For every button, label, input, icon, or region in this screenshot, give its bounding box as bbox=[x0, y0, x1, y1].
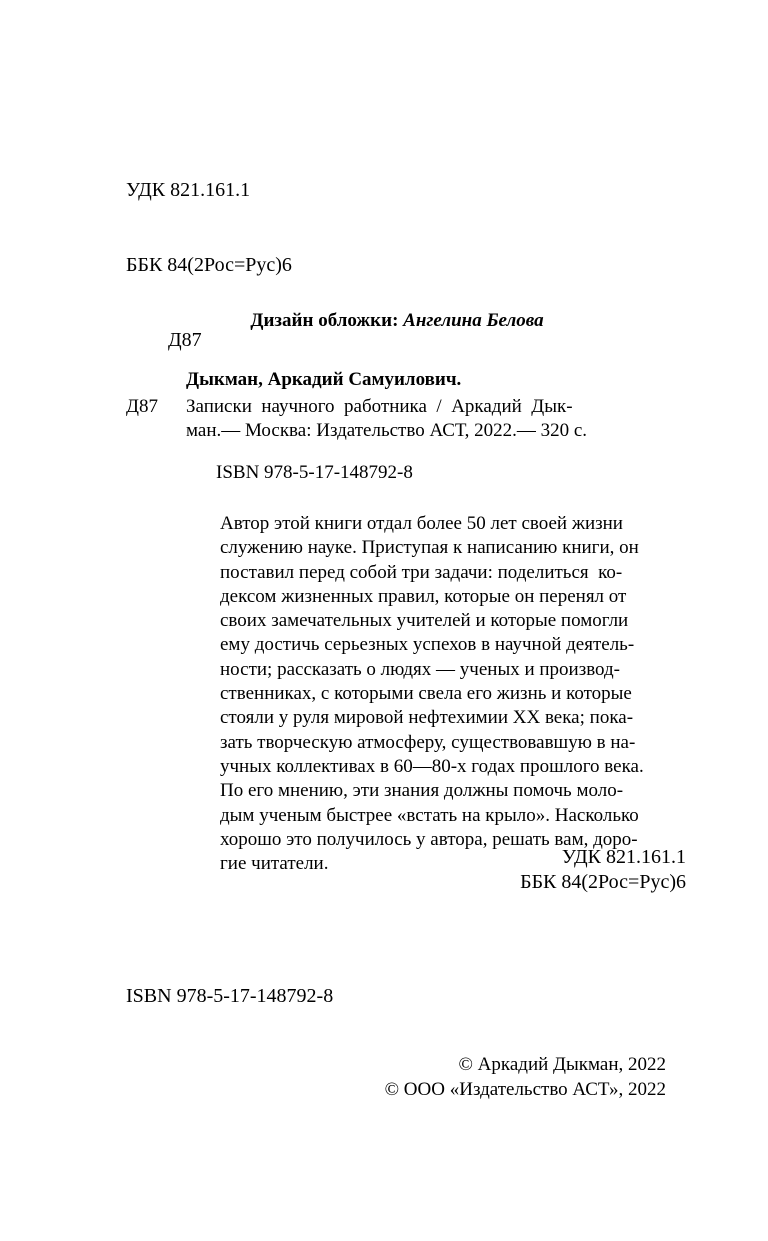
udk-code-top: УДК 821.161.1 bbox=[126, 179, 251, 201]
copyright-block bbox=[192, 1052, 666, 1102]
classification-block-top bbox=[126, 128, 292, 403]
copyright-publisher: © ООО «Издательство АСТ», 2022 bbox=[384, 1079, 666, 1100]
isbn-record: ISBN 978-5-17-148792-8 bbox=[216, 462, 413, 483]
record-description bbox=[186, 395, 686, 443]
record-row bbox=[126, 395, 686, 443]
annotation-line: своих замечательных учителей и которые помогли bbox=[220, 610, 629, 632]
annotation-paragraph bbox=[192, 512, 686, 779]
annotation-line: хорошо это получилось у автора, решать вам, доро- bbox=[220, 828, 638, 850]
author-index-top: Д87 bbox=[168, 329, 202, 351]
isbn-bottom: ISBN 978-5-17-148792-8 bbox=[126, 985, 334, 1007]
classification-block-bottom bbox=[192, 845, 686, 895]
record-line: Записки научного работника / Аркадий Дык- bbox=[186, 396, 573, 417]
cover-designer-label: Дизайн обложки: bbox=[250, 310, 399, 331]
annotation-text bbox=[192, 512, 686, 876]
annotation-line: стояли у руля мировой нефтехимии XX века; пока- bbox=[220, 707, 634, 729]
annotation-line: поставил перед собой три задачи: поделиться ко- bbox=[220, 561, 623, 583]
annotation-line: дексом жизненных правил, которые он перенял от bbox=[220, 585, 627, 607]
udk-code-bottom: УДК 821.161.1 bbox=[561, 846, 686, 868]
bbk-code-top: ББК 84(2Рос=Рус)6 bbox=[126, 254, 292, 276]
annotation-line: ственниках, с которыми свела его жизнь и которые bbox=[220, 683, 632, 705]
cover-designer-credit bbox=[126, 309, 668, 333]
annotation-line: учных коллективах в 60—80-х годах прошлого века. bbox=[220, 755, 644, 777]
annotation-line: По его мнению, эти знания должны помочь моло- bbox=[220, 780, 624, 802]
book-author: Дыкман, Аркадий Самуилович. bbox=[186, 369, 462, 390]
copyright-author: © Аркадий Дыкман, 2022 bbox=[458, 1054, 666, 1075]
annotation-line: служению науке. Приступая к написанию книги, он bbox=[220, 537, 639, 559]
annotation-line: зать творческую атмосферу, существовавшую в на- bbox=[220, 731, 636, 753]
bibliographic-record bbox=[126, 368, 686, 485]
bbk-code-bottom: ББК 84(2Рос=Рус)6 bbox=[520, 871, 686, 893]
cover-designer-name: Ангелина Белова bbox=[403, 310, 544, 331]
record-line: ман.— Москва: Издательство АСТ, 2022.— 320 с. bbox=[186, 420, 588, 441]
annotation-line: ему достичь серьезных успехов в научной деятель- bbox=[220, 634, 635, 656]
shelfmark-code: Д87 bbox=[126, 396, 158, 417]
annotation-line: гие читатели. bbox=[220, 853, 329, 875]
annotation-line: дым ученым быстрее «встать на крыло». Насколько bbox=[220, 804, 639, 826]
annotation-line: ности; рассказать о людях — ученых и производ- bbox=[220, 658, 621, 680]
annotation-line: Автор этой книги отдал более 50 лет своей жизни bbox=[220, 513, 623, 534]
